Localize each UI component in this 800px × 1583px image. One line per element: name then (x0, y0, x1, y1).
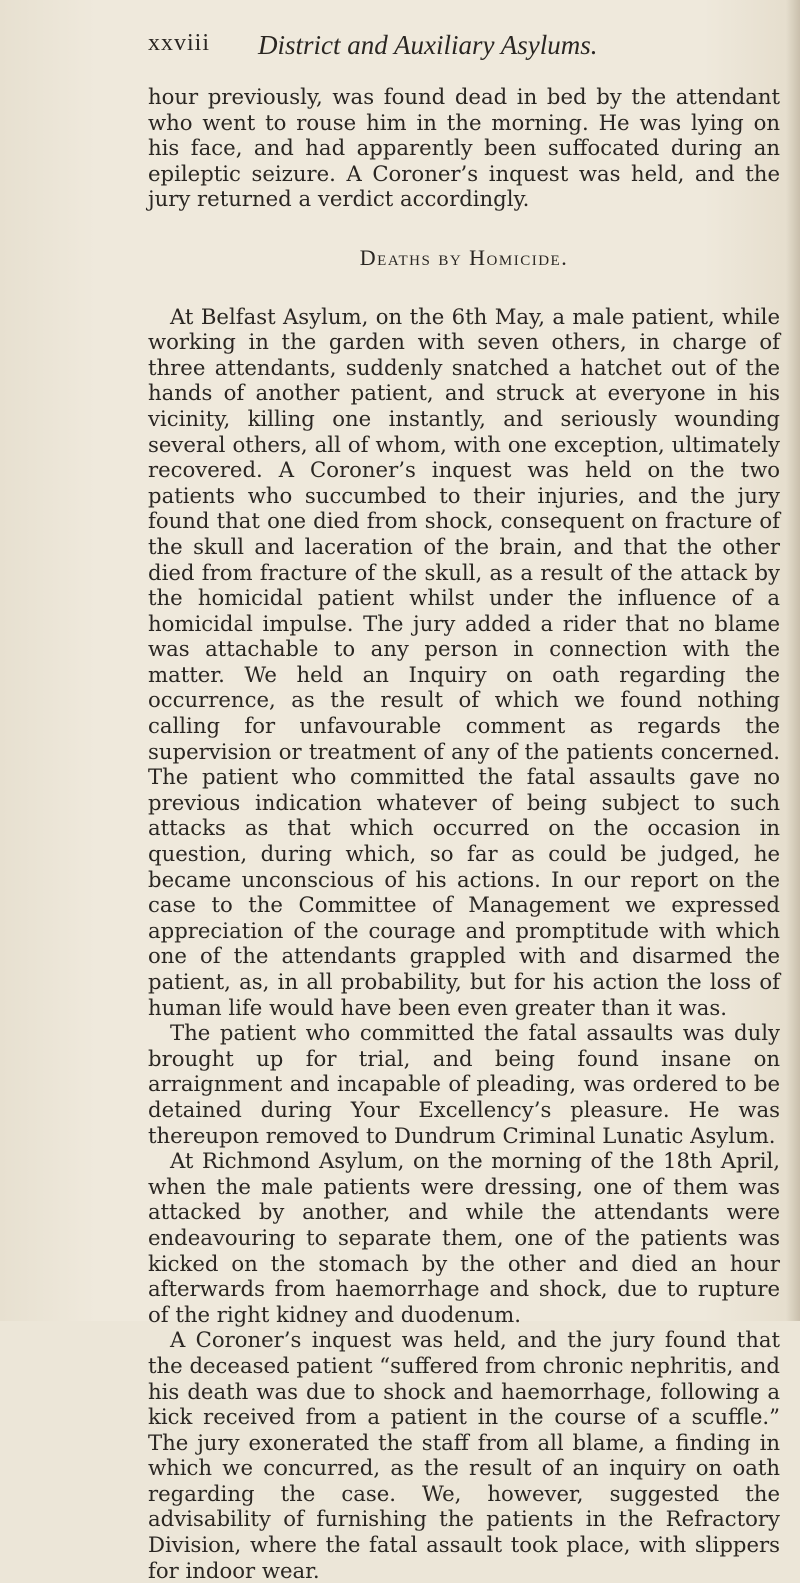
body-text (148, 84, 780, 1583)
section-heading: Deaths by Homicide. (359, 244, 569, 270)
page-edge-shadow (786, 0, 800, 1321)
paragraph-trial: The patient who committed the fatal assaults was duly brought up for trial, and being found insane on arraignment and incapable of pleading, was ordered to be detained during Your Excellency’s pleasure. He was thereupon removed to Dundrum Criminal Lunatic Asylum. (148, 1020, 780, 1148)
page-header (148, 30, 778, 70)
paragraph-belfast: At Belfast Asylum, on the 6th May, a male patient, while working in the garden with seven others, in charge of three attendants, suddenly snatched a hatchet out of the hands of another patient, and struck at everyone in his vicinity, killing one instantly, and seriously wounding several others, all of whom, with one exception, ultimately recovered. A Coroner’s inquest was held on the two patients who succumbed to their injuries, and the jury found that one died from shock, consequent on fracture of the skull and laceration of the brain, and that the other died from fracture of the skull, as a result of the attack by the homicidal patient whilst under the influence of a homicidal impulse. The jury added a rider that no blame was attachable to any person in connection with the matter. We held an Inquiry on oath regarding the occurrence, as the result of which we found nothing calling for unfavourable comment as regards the supervision or treatment of any of the patients concerned. The patient who committed the fatal assaults gave no previous indication whatever of being subject to such attacks as that which occurred on the occasion in question, during which, so far as could be judged, he became unconscious of his actions. In our report on the case to the Committee of Management we expressed appreciation of the courage and promptitude with which one of the attendants grappled with and disarmed the patient, as, in all probability, but for his action the loss of human life would have been even greater than it was. (148, 303, 780, 1020)
running-title: District and Auxiliary Asylums. (258, 30, 598, 60)
page-number: xxviii (148, 30, 211, 56)
paragraph-inquest: A Coroner’s inquest was held, and the jury found that the deceased patient “suffered from chronic nephritis, and his death was due to shock and haemorrhage, following a kick received from a patient in the course of a scuffle.” The jury exonerated the staff from all blame, a finding in which we concurred, as the result of an inquiry on oath regarding the case. We, however, suggested the advisability of furnishing the patients in the Refractory Division, where the fatal assault took place, with slippers for indoor wear. (148, 1327, 780, 1583)
paragraph-continuation: hour previously, was found dead in bed by the attendant who went to rouse him in the morning. He was lying on his face, and had apparently been suffocated during an epileptic seizure. A Coroner’s inquest was held, and the jury returned a verdict accordingly. (148, 84, 780, 212)
paragraph-richmond: At Richmond Asylum, on the morning of the 18th April, when the male patients were dressing, one of them was attacked by another, and while the attendants were endeavouring to separate them, one of the patients was kicked on the stomach by the other and died an hour afterwards from haemorrhage and shock, due to rupture of the right kidney and duodenum. (148, 1148, 780, 1327)
